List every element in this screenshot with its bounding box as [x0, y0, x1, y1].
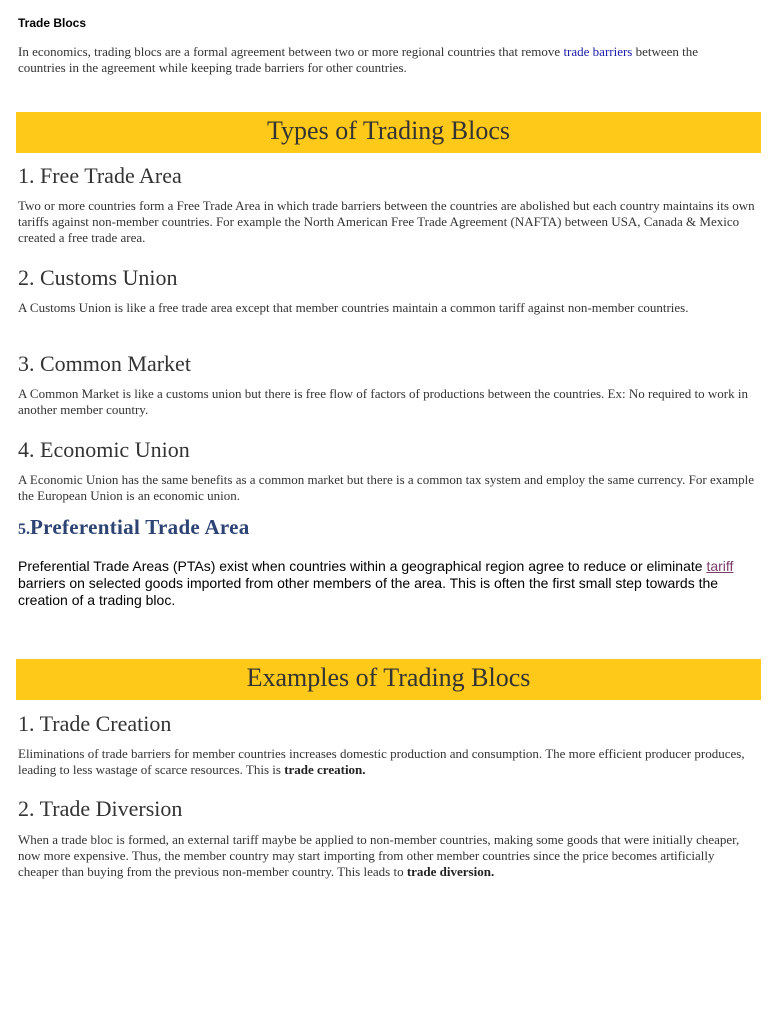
intro-text-after: between the countries in the agreement while keeping trade barriers for other countries.	[18, 44, 699, 75]
common-market-paragraph: A Common Market is like a customs union but there is free flow of factors of productions between the countries. Ex: No required to work in another member country.	[18, 386, 748, 417]
trade-creation-paragraph	[18, 746, 758, 778]
trade-diversion-paragraph	[18, 832, 758, 880]
preferential-text-after: barriers on selected goods imported from other members of the area. This is often the first small step towards the creation of a trading bloc.	[18, 575, 719, 608]
preferential-trade-area-heading	[18, 515, 250, 540]
economic-union-heading: 4. Economic Union	[18, 437, 190, 462]
free-trade-area-heading: 1. Free Trade Area	[18, 163, 182, 188]
tariff-link[interactable]: tariff	[706, 558, 734, 574]
intro-text-before: In economics, trading blocs are a formal agreement between two or more regional countries that remove	[18, 44, 564, 59]
trade-creation-heading: 1. Trade Creation	[18, 711, 172, 736]
preferential-text-before: Preferential Trade Areas (PTAs) exist when countries within a geographical region agree to reduce or eliminate	[18, 558, 707, 574]
trade-diversion-heading: 2. Trade Diversion	[18, 796, 183, 821]
trade-barriers-link[interactable]: trade barriers	[563, 44, 633, 59]
preferential-title: Preferential Trade Area	[30, 515, 250, 539]
document-title: Trade Blocs	[18, 16, 87, 30]
trade-creation-text: Eliminations of trade barriers for member countries increases domestic production and consumption. The more efficient producer produces, leading to less wastage of scarce resources. This is	[18, 746, 745, 777]
preferential-paragraph	[18, 558, 758, 609]
common-market-heading: 3. Common Market	[18, 351, 191, 376]
examples-banner: Examples of Trading Blocs	[16, 659, 761, 700]
trade-creation-bold: trade creation.	[284, 762, 366, 777]
types-banner: Types of Trading Blocs	[16, 112, 761, 153]
customs-union-heading: 2. Customs Union	[18, 265, 178, 290]
customs-union-paragraph: A Customs Union is like a free trade area except that member countries maintain a common tariff against non-member countries.	[18, 300, 689, 315]
trade-diversion-text: When a trade bloc is formed, an external tariff maybe be applied to non-member countries, making some goods that were initially cheaper, now more expensive. Thus, the member country may start importing from other member countries since the price becomes artificially cheaper than buying from the previous non-member country. This leads to	[18, 832, 740, 879]
free-trade-area-paragraph: Two or more countries form a Free Trade Area in which trade barriers between the countries are abolished but each country maintains its own tariffs against non-member countries. For example the North American Free Trade Agreement (NAFTA) between USA, Canada & Mexico created a free trade area.	[18, 198, 755, 245]
trade-diversion-bold: trade diversion.	[406, 864, 495, 879]
preferential-number: 5.	[18, 521, 30, 538]
intro-paragraph	[18, 44, 718, 76]
economic-union-paragraph: A Economic Union has the same benefits as a common market but there is a common tax system and employ the same currency. For example the European Union is an economic union.	[18, 472, 754, 503]
